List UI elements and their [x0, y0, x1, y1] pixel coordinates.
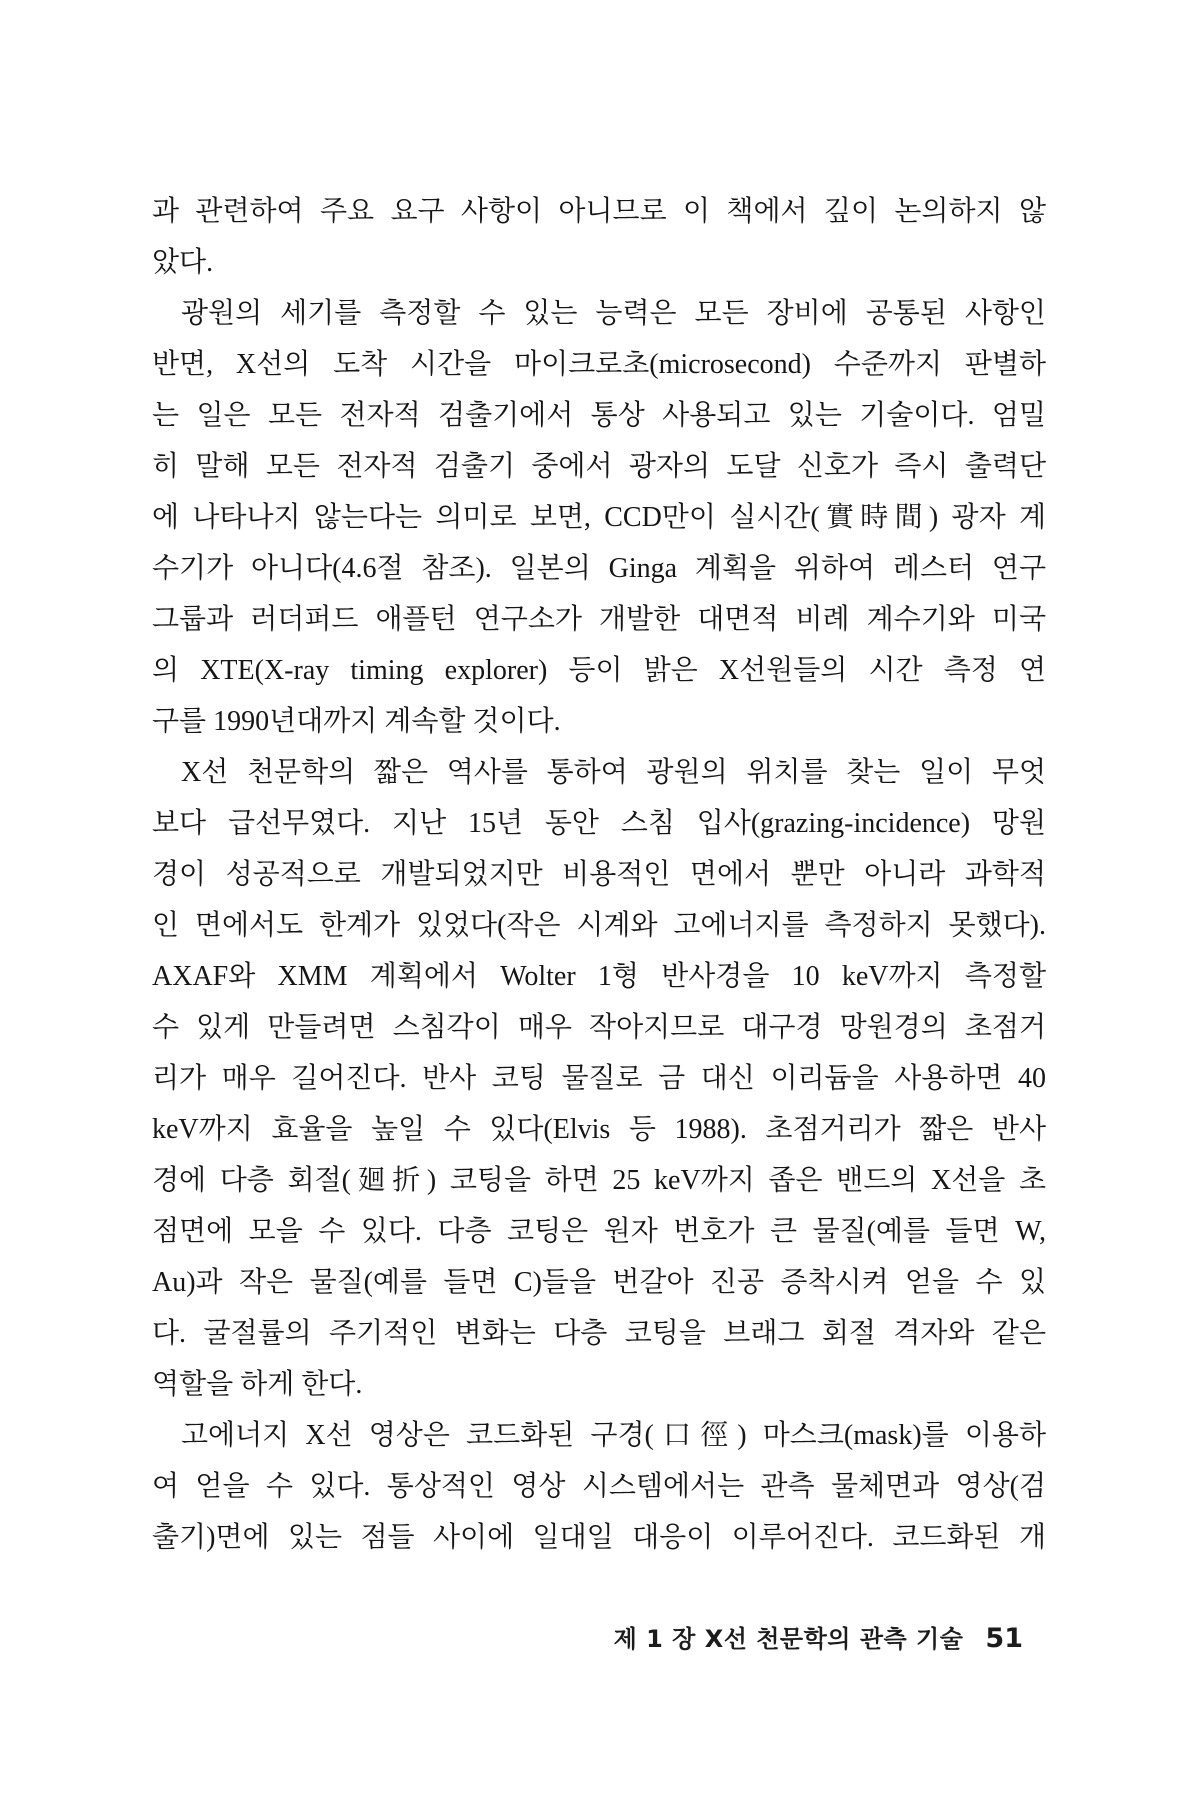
- page-number: 51: [985, 1623, 1023, 1654]
- text-line: 광원의 세기를 측정할 수 있는 능력은 모든 장비에 공통된 사항인: [181, 298, 1046, 329]
- paragraph: [152, 1410, 1046, 1563]
- text-line: keV까지 효율을 높일 수 있다(Elvis 등 1988). 초점거리가 짧은 반사: [152, 1114, 1046, 1145]
- text-line: 그룹과 러더퍼드 애플턴 연구소가 개발한 대면적 비례 계수기와 미국: [152, 604, 1046, 635]
- text-line: 보다 급선무였다. 지난 15년 동안 스침 입사(grazing-incidence) 망원: [152, 808, 1046, 839]
- text-line: 역할을 하게 한다.: [152, 1369, 363, 1400]
- text-line: 점면에 모을 수 있다. 다층 코팅은 원자 번호가 큰 물질(예를 들면 W,: [152, 1216, 1046, 1247]
- text-line: 았다.: [152, 247, 214, 278]
- text-line: 는 일은 모든 전자적 검출기에서 통상 사용되고 있는 기술이다. 엄밀: [152, 400, 1046, 431]
- text-line: AXAF와 XMM 계획에서 Wolter 1형 반사경을 10 keV까지 측정할: [152, 961, 1046, 992]
- text-line: 반면, X선의 도착 시간을 마이크로초(microsecond) 수준까지 판별하: [152, 349, 1046, 380]
- paragraph: [152, 288, 1046, 747]
- text-line: 경에 다층 회절(廻折) 코팅을 하면 25 keV까지 좁은 밴드의 X선을 초: [152, 1165, 1046, 1196]
- text-line: 경이 성공적으로 개발되었지만 비용적인 면에서 뿐만 아니라 과학적: [152, 859, 1046, 890]
- running-head: 제 1 장 X선 천문학의 관측 기술: [613, 1625, 964, 1653]
- text-line: 출기)면에 있는 점들 사이에 일대일 대응이 이루어진다. 코드화된 개: [152, 1522, 1046, 1553]
- paragraph-continued: [152, 186, 1046, 288]
- body-text: [152, 186, 1046, 1563]
- text-line: 리가 매우 길어진다. 반사 코팅 물질로 금 대신 이리듐을 사용하면 40: [152, 1063, 1046, 1094]
- text-line: 다. 굴절률의 주기적인 변화는 다층 코팅을 브래그 회절 격자와 같은: [152, 1318, 1046, 1349]
- text-line: 고에너지 X선 영상은 코드화된 구경(口徑) 마스크(mask)를 이용하: [181, 1420, 1046, 1451]
- text-line: 히 말해 모든 전자적 검출기 중에서 광자의 도달 신호가 즉시 출력단: [152, 451, 1046, 482]
- text-line: Au)과 작은 물질(예를 들면 C)들을 번갈아 진공 증착시켜 얻을 수 있: [152, 1267, 1046, 1298]
- text-line: 여 얻을 수 있다. 통상적인 영상 시스템에서는 관측 물체면과 영상(검: [152, 1471, 1046, 1502]
- page-footer: [614, 1620, 1023, 1658]
- text-line: 의 XTE(X-ray timing explorer) 등이 밝은 X선원들의 시간 측정 연: [152, 655, 1046, 686]
- text-line: 과 관련하여 주요 요구 사항이 아니므로 이 책에서 깊이 논의하지 않: [152, 196, 1046, 227]
- paragraph: [152, 747, 1046, 1410]
- text-line: 에 나타나지 않는다는 의미로 보면, CCD만이 실시간(實時間) 광자 계: [152, 502, 1046, 533]
- text-line: 수 있게 만들려면 스침각이 매우 작아지므로 대구경 망원경의 초점거: [152, 1012, 1046, 1043]
- text-line: 수기가 아니다(4.6절 참조). 일본의 Ginga 계획을 위하여 레스터 연구: [152, 553, 1046, 584]
- text-line: 구를 1990년대까지 계속할 것이다.: [152, 706, 561, 737]
- text-line: X선 천문학의 짧은 역사를 통하여 광원의 위치를 찾는 일이 무엇: [181, 757, 1046, 788]
- text-line: 인 면에서도 한계가 있었다(작은 시계와 고에너지를 측정하지 못했다).: [152, 910, 1046, 941]
